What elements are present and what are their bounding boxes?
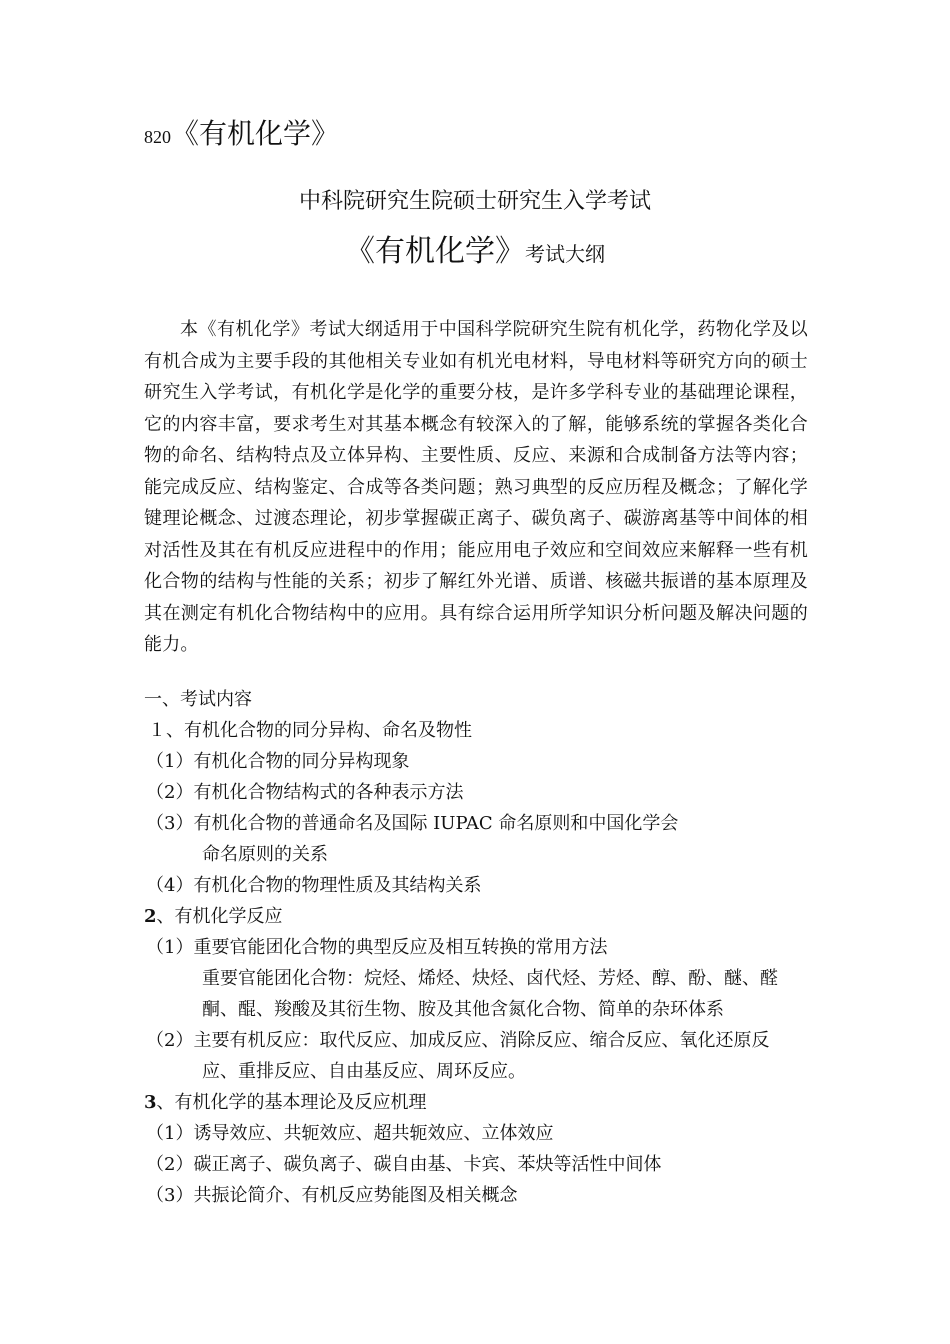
topic-1-item-3-cont: 命名原则的关系 — [202, 844, 328, 865]
topic-1-item-2: （2）有机化合物结构式的各种表示方法 — [146, 782, 464, 803]
heading-book-title: 《有机化学》 — [345, 234, 525, 269]
topic-3-item-1: （1）诱导效应、共轭效应、超共轭效应、立体效应 — [146, 1123, 554, 1144]
topic-1-item-1: （1）有机化合物的同分异构现象 — [146, 751, 410, 772]
topic-1-item-4: （4）有机化合物的物理性质及其结构关系 — [146, 875, 482, 896]
topic-2-label: 、有机化学反应 — [156, 906, 283, 927]
section-title: 一、考试内容 — [144, 689, 252, 710]
topic-3-label: 、有机化学的基本理论及反应机理 — [156, 1092, 427, 1113]
main-heading-line2 — [0, 226, 950, 270]
topic-2-item-1: （1）重要官能团化合物的典型反应及相互转换的常用方法 — [146, 937, 608, 958]
topic-1-title: １、有机化合物的同分异构、命名及物性 — [148, 720, 472, 741]
topic-2-item-1-cont-2: 酮、醌、羧酸及其衍生物、胺及其他含氮化合物、简单的杂环体系 — [202, 999, 724, 1020]
topic-2-item-2: （2）主要有机反应：取代反应、加成反应、消除反应、缩合反应、氧化还原反 — [146, 1030, 770, 1051]
exam-book-title: 《有机化学》 — [171, 117, 340, 150]
topic-3-number: 3 — [144, 1092, 157, 1113]
topic-1-item-3: （3）有机化合物的普通命名及国际 IUPAC 命名原则和中国化学会 — [146, 813, 679, 834]
topic-2-number: 2 — [144, 906, 157, 927]
topic-3-title — [144, 1091, 427, 1115]
intro-paragraph: 本《有机化学》考试大纲适用于中国科学院研究生院有机化学，药物化学及以有机合成为主要手段的其他相关专业如有机光电材料，导电材料等研究方向的硕士研究生入学考试，有机化学是化学的重要分枝，是许多学科专业的基础理论课程，它的内容丰富，要求考生对其基本概念有较深入的了解，能够系统的掌握各类化合物的命名、结构特点及立体异构、主要性质、反应、来源和合成制备方法等内容；能完成反应、结构鉴定、合成等各类问题；熟习典型的反应历程及概念；了解化学键理论概念、过渡态理论，初步掌握碳正离子、碳负离子、碳游离基等中间体的相对活性及其在有机反应进程中的作用；能应用电子效应和空间效应来解释一些有机化合物的结构与性能的关系；初步了解红外光谱、质谱、核磁共振谱的基本原理及其在测定有机化合物结构中的应用。具有综合运用所学知识分析问题及解决问题的能力。 — [144, 319, 808, 655]
topic-2-title — [144, 905, 283, 929]
topic-3-item-3: （3）共振论简介、有机反应势能图及相关概念 — [146, 1185, 518, 1206]
exam-code: 820 — [144, 127, 171, 147]
topic-3-item-2: （2）碳正离子、碳负离子、碳自由基、卡宾、苯炔等活性中间体 — [146, 1154, 662, 1175]
exam-code-title — [144, 112, 339, 152]
main-heading-line1: 中科院研究生院硕士研究生入学考试 — [298, 189, 651, 214]
heading-suffix: 考试大纲 — [525, 242, 605, 266]
topic-2-item-2-cont: 应、重排反应、自由基反应、周环反应。 — [202, 1061, 526, 1082]
topic-2-item-1-cont-1: 重要官能团化合物：烷烃、烯烃、炔烃、卤代烃、芳烃、醇、酚、醚、醛 — [202, 968, 778, 989]
